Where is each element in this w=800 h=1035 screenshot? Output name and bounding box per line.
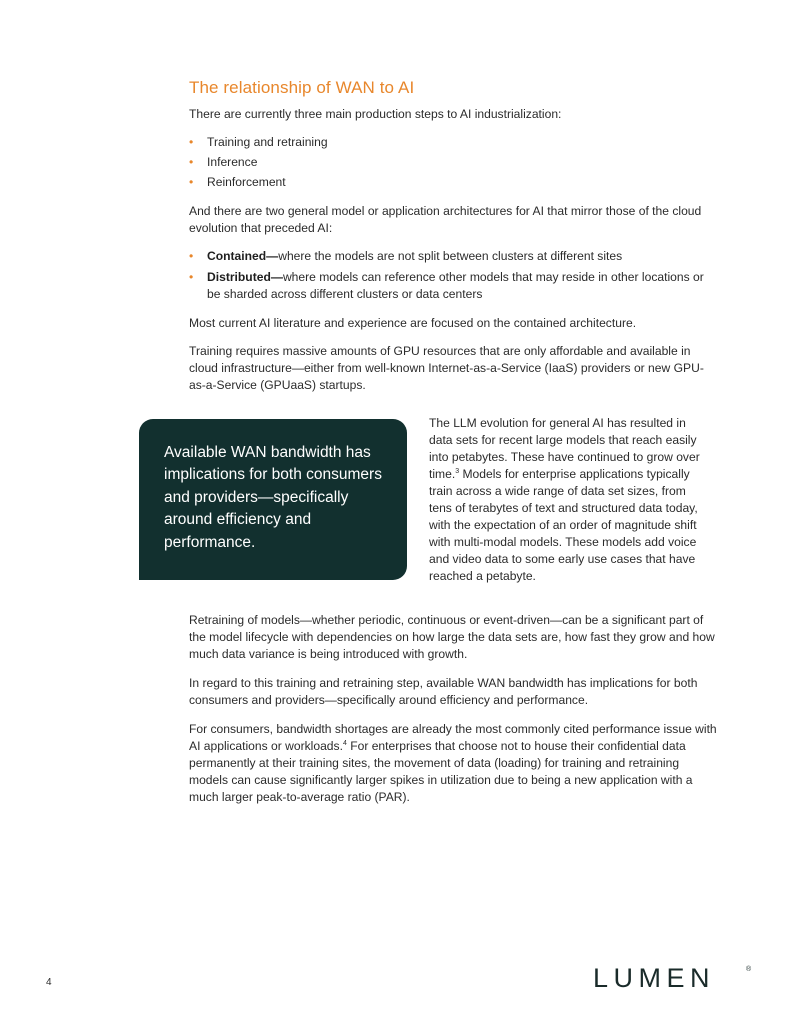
regard-paragraph: In regard to this training and retraining step, available WAN bandwidth has implications for both consumers and providers—specifically around efficiency and performance. bbox=[189, 676, 698, 707]
list-item: • Contained—where the models are not split between clusters at different sites bbox=[189, 249, 623, 263]
page-number: 4 bbox=[46, 977, 52, 988]
footnote-ref: 3 bbox=[455, 468, 460, 475]
training-paragraph: Training requires massive amounts of GPU resources that are only affordable and available in cloud infrastructure—either from well-known Internet-as-a-Service (IaaS) providers or new GPU-as-a-Service (GPUaaS) startups. bbox=[189, 344, 704, 392]
retraining-paragraph: Retraining of models—whether periodic, continuous or event-driven—can be a significant part of the model lifecycle with dependencies on how large the data sets are, how fast they grow and how much data variance is being introduced with growth. bbox=[189, 613, 715, 661]
list-item: • Distributed—where models can reference other models that may reside in other locations or be sharded across different clusters or data centers bbox=[189, 270, 704, 301]
footnote-ref: 4 bbox=[342, 740, 347, 747]
section-title: The relationship of WAN to AI bbox=[189, 78, 415, 97]
bullet-icon: • bbox=[189, 135, 194, 149]
architecture-term: Contained— bbox=[207, 249, 279, 263]
architecture-list bbox=[189, 248, 719, 303]
architecture-term: Distributed— bbox=[207, 270, 283, 284]
intro-paragraph: There are currently three main production steps to AI industrialization: bbox=[189, 107, 562, 121]
list-item: • Training and retraining bbox=[189, 135, 328, 149]
focus-paragraph: Most current AI literature and experience are focused on the contained architecture. bbox=[189, 316, 637, 330]
bullet-icon: • bbox=[189, 175, 194, 189]
list-item: • Inference bbox=[189, 155, 258, 169]
steps-list bbox=[189, 134, 719, 191]
registered-mark: ® bbox=[746, 966, 752, 973]
llm-paragraph: The LLM evolution for general AI has resulted in data sets for recent large models that reach easily into petabytes. These have continued to grow over time.$^3$ Models for enterprise applications typically train across a wide range of data set sizes, from tens of terabytes of text and structured data today, with the expectation of an order of magnitude shift with multi-modal models. These models add voice and video data to some early use cases that have reached a petabyte. bbox=[429, 416, 700, 583]
pull-quote-text: Available WAN bandwidth has implications for both consumers and providers—specifically around efficiency and performance. bbox=[164, 444, 382, 551]
logo-wordmark: LUMEN bbox=[593, 963, 716, 992]
bullet-icon: • bbox=[189, 249, 194, 263]
main-content bbox=[189, 78, 719, 394]
list-item: • Reinforcement bbox=[189, 175, 286, 189]
bullet-icon: • bbox=[189, 270, 194, 284]
lumen-logo bbox=[593, 962, 753, 992]
architecture-intro: And there are two general model or application architectures for AI that mirror those of the cloud evolution that preceded AI: bbox=[189, 204, 702, 235]
consumers-paragraph: For consumers, bandwidth shortages are already the most commonly cited performance issue with AI applications or workloads.$^4$ For enterprises that choose not to house their confidential data permanently at their training sites, the movement of data (loading) for training and retraining models can cause significantly larger spikes in utilization due to being a new application with a much larger peak-to-average ratio (PAR). bbox=[189, 722, 717, 804]
pull-quote-callout bbox=[139, 419, 407, 580]
lower-content bbox=[189, 612, 719, 806]
bullet-icon: • bbox=[189, 155, 194, 169]
